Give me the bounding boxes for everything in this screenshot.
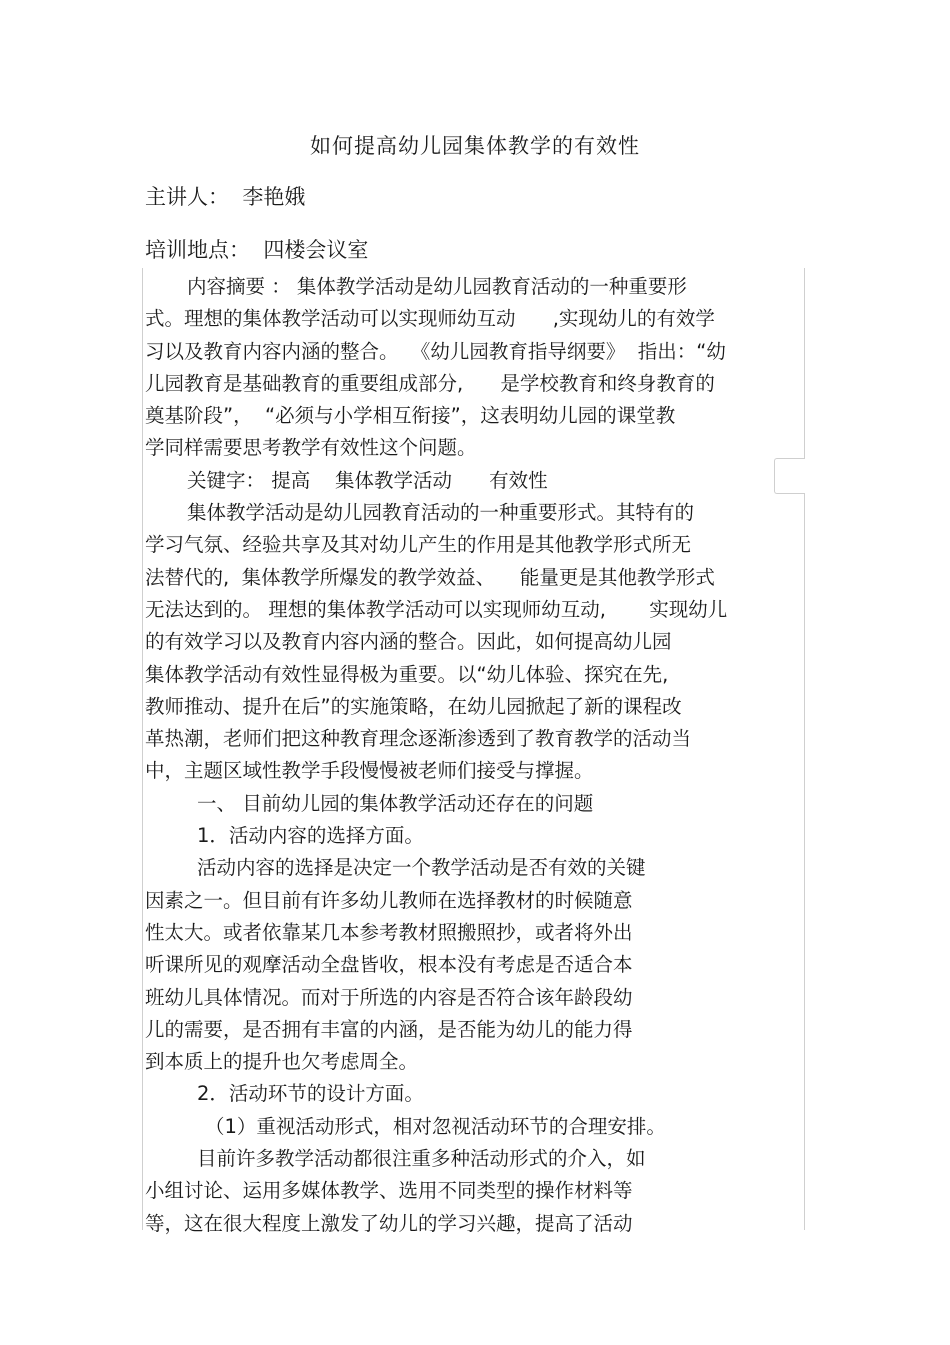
body-line: 革热潮，老师们把这种教育理念逐渐渗透到了教育教学的活动当 bbox=[145, 727, 692, 751]
body-line: 教师推动、提升在后”的实施策略，在幼儿园掀起了新的课程改 bbox=[145, 694, 682, 718]
document-title: 如何提高幼儿园集体教学的有效性 bbox=[310, 134, 640, 158]
body-line: 一、 目前幼儿园的集体教学活动还存在的问题 bbox=[197, 791, 594, 815]
body-line: 因素之一。但目前有许多幼儿教师在选择教材的时候随意 bbox=[145, 888, 633, 912]
frame-border-left bbox=[142, 268, 143, 1230]
venue-line: 培训地点： 四楼会议室 bbox=[145, 238, 369, 262]
body-line: 到本质上的提升也欠考虑周全。 bbox=[145, 1050, 419, 1074]
body-line: 目前许多教学活动都很注重多种活动形式的介入，如 bbox=[197, 1147, 646, 1171]
body-line: 学习气氛、经验共享及其对幼儿产生的作用是其他教学形式所无 bbox=[145, 533, 692, 557]
body-line: 班幼儿具体情况。而对于所选的内容是否符合该年龄段幼 bbox=[145, 985, 633, 1009]
body-line: 关键字： 提高 集体教学活动 有效性 bbox=[187, 468, 548, 492]
body-line: 学同样需要思考教学有效性这个问题。 bbox=[145, 436, 477, 460]
body-line: 式。理想的集体教学活动可以实现师幼互动 ,实现幼儿的有效学 bbox=[145, 307, 715, 331]
body-line: 集体教学活动有效性显得极为重要。以“幼儿体验、探究在先, bbox=[145, 662, 669, 686]
body-line: 内容摘要 ： 集体教学活动是幼儿园教育活动的一种重要形 bbox=[187, 275, 687, 298]
body-line: 的有效学习以及教育内容内涵的整合。因此，如何提高幼儿园 bbox=[145, 630, 672, 654]
body-line: 中，主题区域性教学手段慢慢被老师们接受与撑握。 bbox=[145, 759, 594, 783]
body-line: 听课所见的观摩活动全盘皆收，根本没有考虑是否适合本 bbox=[145, 953, 633, 977]
body-line: 法替代的, 集体教学所爆发的教学效益、 能量更是其他教学形式 bbox=[145, 565, 715, 589]
body-line: 无法达到的。 理想的集体教学活动可以实现师幼互动, 实现幼儿 bbox=[145, 597, 728, 621]
body-line: 性太大。或者依靠某几本参考教材照搬照抄，或者将外出 bbox=[145, 920, 633, 944]
body-line: 集体教学活动是幼儿园教育活动的一种重要形式。其特有的 bbox=[187, 501, 695, 525]
body-text bbox=[145, 271, 805, 1240]
body-line: 儿园教育是基础教育的重要组成部分, 是学校教育和终身教育的 bbox=[145, 371, 715, 395]
body-line: 活动内容的选择是决定一个教学活动是否有效的关键 bbox=[197, 856, 646, 880]
body-line: （1）重视活动形式，相对忽视活动环节的合理安排。 bbox=[205, 1114, 666, 1138]
body-line: 2．活动环节的设计方面。 bbox=[197, 1082, 424, 1106]
body-line: 习以及教育内容内涵的整合。 《幼儿园教育指导纲要》 指出：“幼 bbox=[145, 339, 726, 363]
body-line: 1．活动内容的选择方面。 bbox=[197, 824, 424, 848]
body-line: 等，这在很大程度上激发了幼儿的学习兴趣，提高了活动 bbox=[145, 1211, 633, 1235]
lecturer-line: 主讲人： 李艳娥 bbox=[145, 185, 306, 209]
body-line: 小组讨论、运用多媒体教学、选用不同类型的操作材料等 bbox=[145, 1179, 633, 1203]
body-line: 奠基阶段”， “必须与小学相互衔接”，这表明幼儿园的课堂教 bbox=[145, 404, 676, 428]
body-line: 儿的需要，是否拥有丰富的内涵，是否能为幼儿的能力得 bbox=[145, 1017, 633, 1041]
